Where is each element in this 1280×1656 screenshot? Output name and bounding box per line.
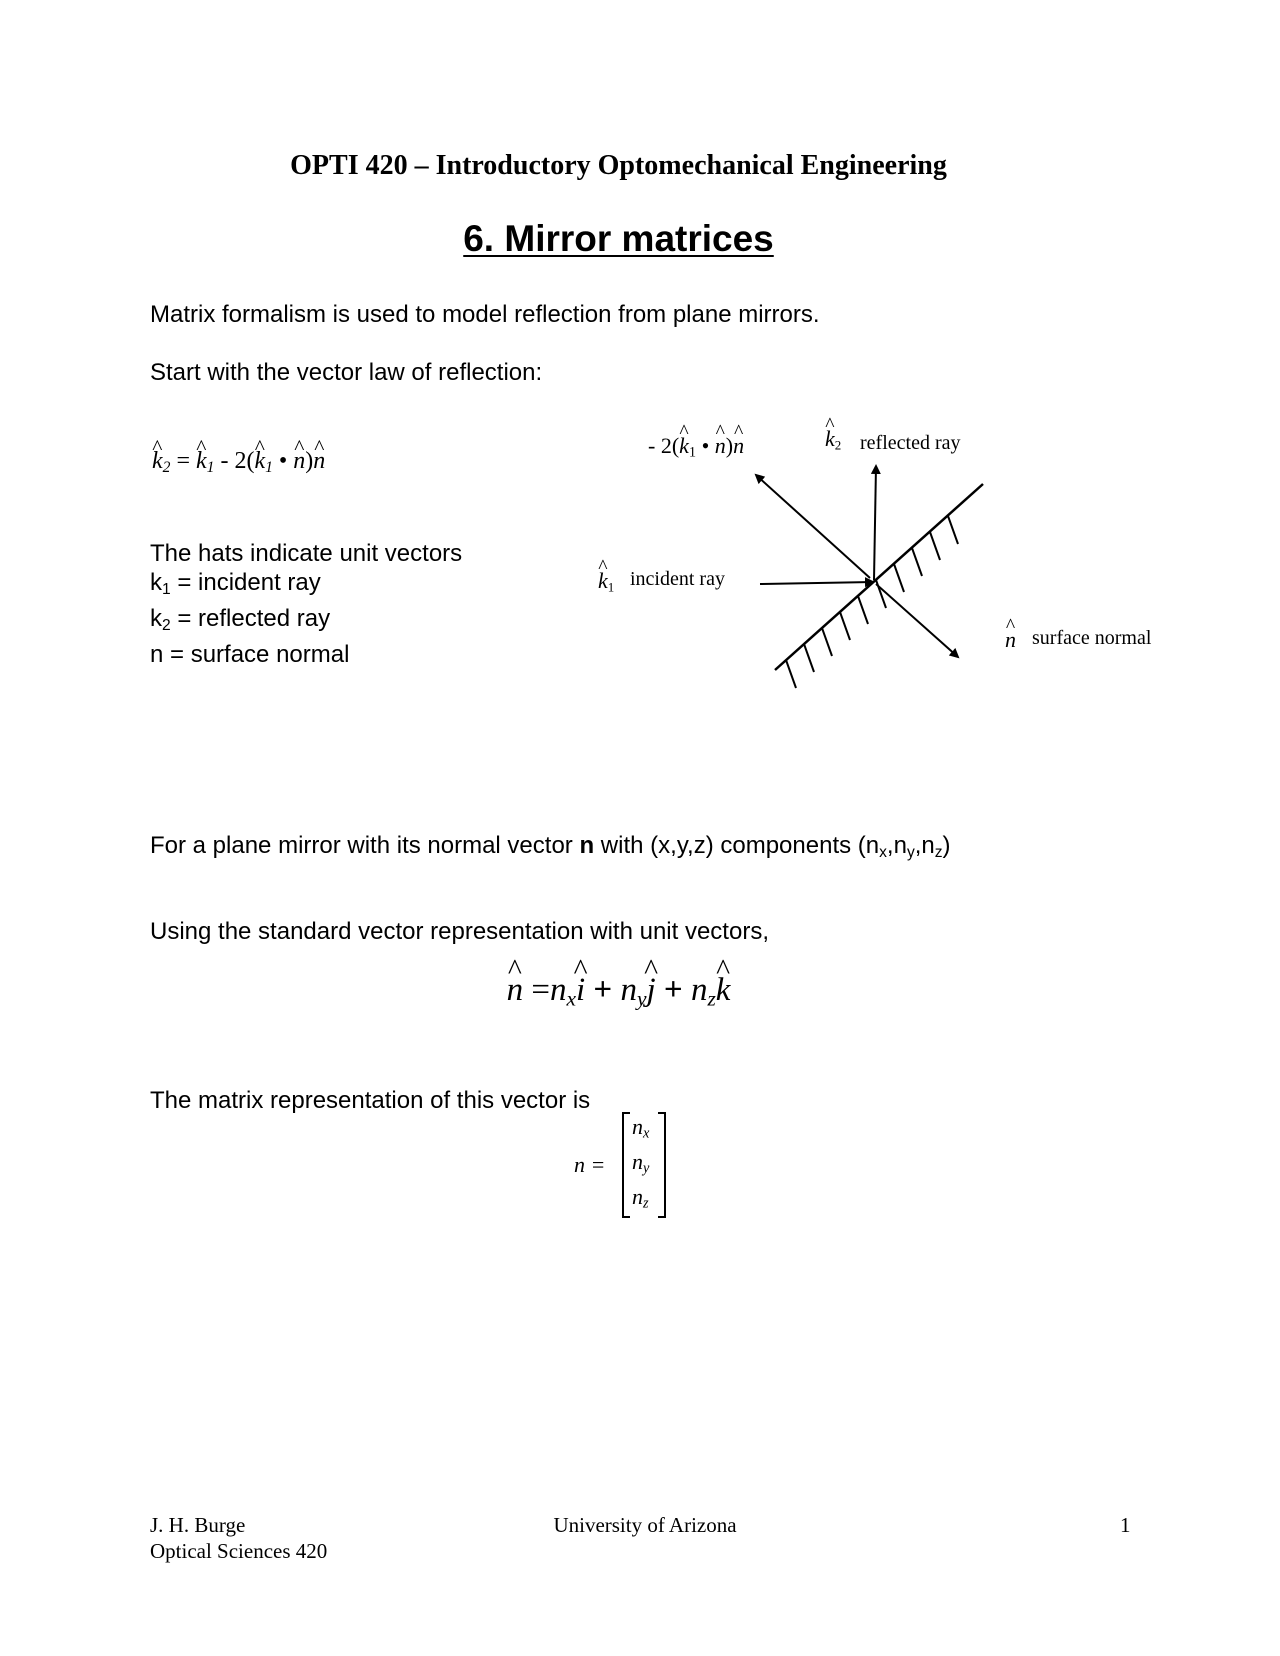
k2-hat-symbol: ^ k: [152, 448, 163, 475]
page-number: 1: [1120, 1513, 1131, 1537]
course-title: OPTI 420 – Introductory Optomechanical Engineering: [290, 150, 947, 181]
plane-mirror-paragraph: For a plane mirror with its normal vector n with (x,y,z) components $(n_x,n_y,n_z)$: [150, 832, 951, 861]
negative-normal-term-label: - 2(^ $k_1$ • ^ n)^ n: [648, 433, 744, 462]
matrix-entry-nz: $n_z$: [632, 1184, 649, 1212]
unit-vector-definitions: [150, 539, 462, 669]
reflected-ray-arrow: [874, 466, 876, 580]
negative-normal-component-arrow: [756, 475, 870, 578]
matrix-representation-paragraph: The matrix representation of this vector is: [150, 1087, 591, 1114]
reflection-equation: ^ $k_2$ = ^ $k_1$ - 2(^ $k_1$ • ^ n)^ n: [152, 448, 325, 477]
mirror-surface-line: [775, 484, 983, 670]
definitions-intro: The hats indicate unit vectors: [150, 540, 463, 567]
matrix-lhs: n =: [574, 1152, 606, 1177]
standard-representation-paragraph: Using the standard vector representation with unit vectors,: [150, 918, 769, 945]
section-title: 6. Mirror matrices: [463, 218, 774, 259]
incident-ray-label: incident ray: [630, 568, 725, 590]
surface-normal-label: surface normal: [1032, 627, 1152, 649]
matrix-brackets: [622, 1112, 666, 1218]
k1-hat-symbol: ^ k: [196, 448, 207, 475]
definition-k1: $k_1$ = incident ray: [150, 569, 321, 598]
mirror-hatching: [786, 516, 958, 688]
reflected-ray-label: reflected ray: [860, 432, 961, 454]
k1-label: ^ $k_1$: [598, 568, 614, 595]
definition-n: n = surface normal: [150, 640, 350, 668]
reflection-law-intro: Start with the vector law of reflection:: [150, 359, 543, 386]
footer-author: J. H. Burge: [150, 1513, 246, 1537]
intro-paragraph: Matrix formalism is used to model reflection from plane mirrors.: [150, 301, 820, 328]
surface-normal-arrow: [876, 584, 958, 657]
footer-institution: University of Arizona: [553, 1513, 737, 1537]
matrix-entry-ny: $n_y$: [632, 1149, 650, 1177]
incident-ray-arrow: [760, 582, 873, 584]
k2-label: ^ $k_2$: [825, 426, 841, 453]
matrix-entry-nx: $n_x$: [632, 1114, 650, 1142]
normal-vector-equation: ^ $n =n_x\^{}$ $i + n_y\^{}$ $j + n_z\^{}$ k: [0, 972, 1237, 1011]
definition-k2: $k_2$ = reflected ray: [150, 604, 331, 634]
n-hat-label: ^ n: [1005, 627, 1016, 653]
footer-course: Optical Sciences 420: [150, 1539, 328, 1563]
